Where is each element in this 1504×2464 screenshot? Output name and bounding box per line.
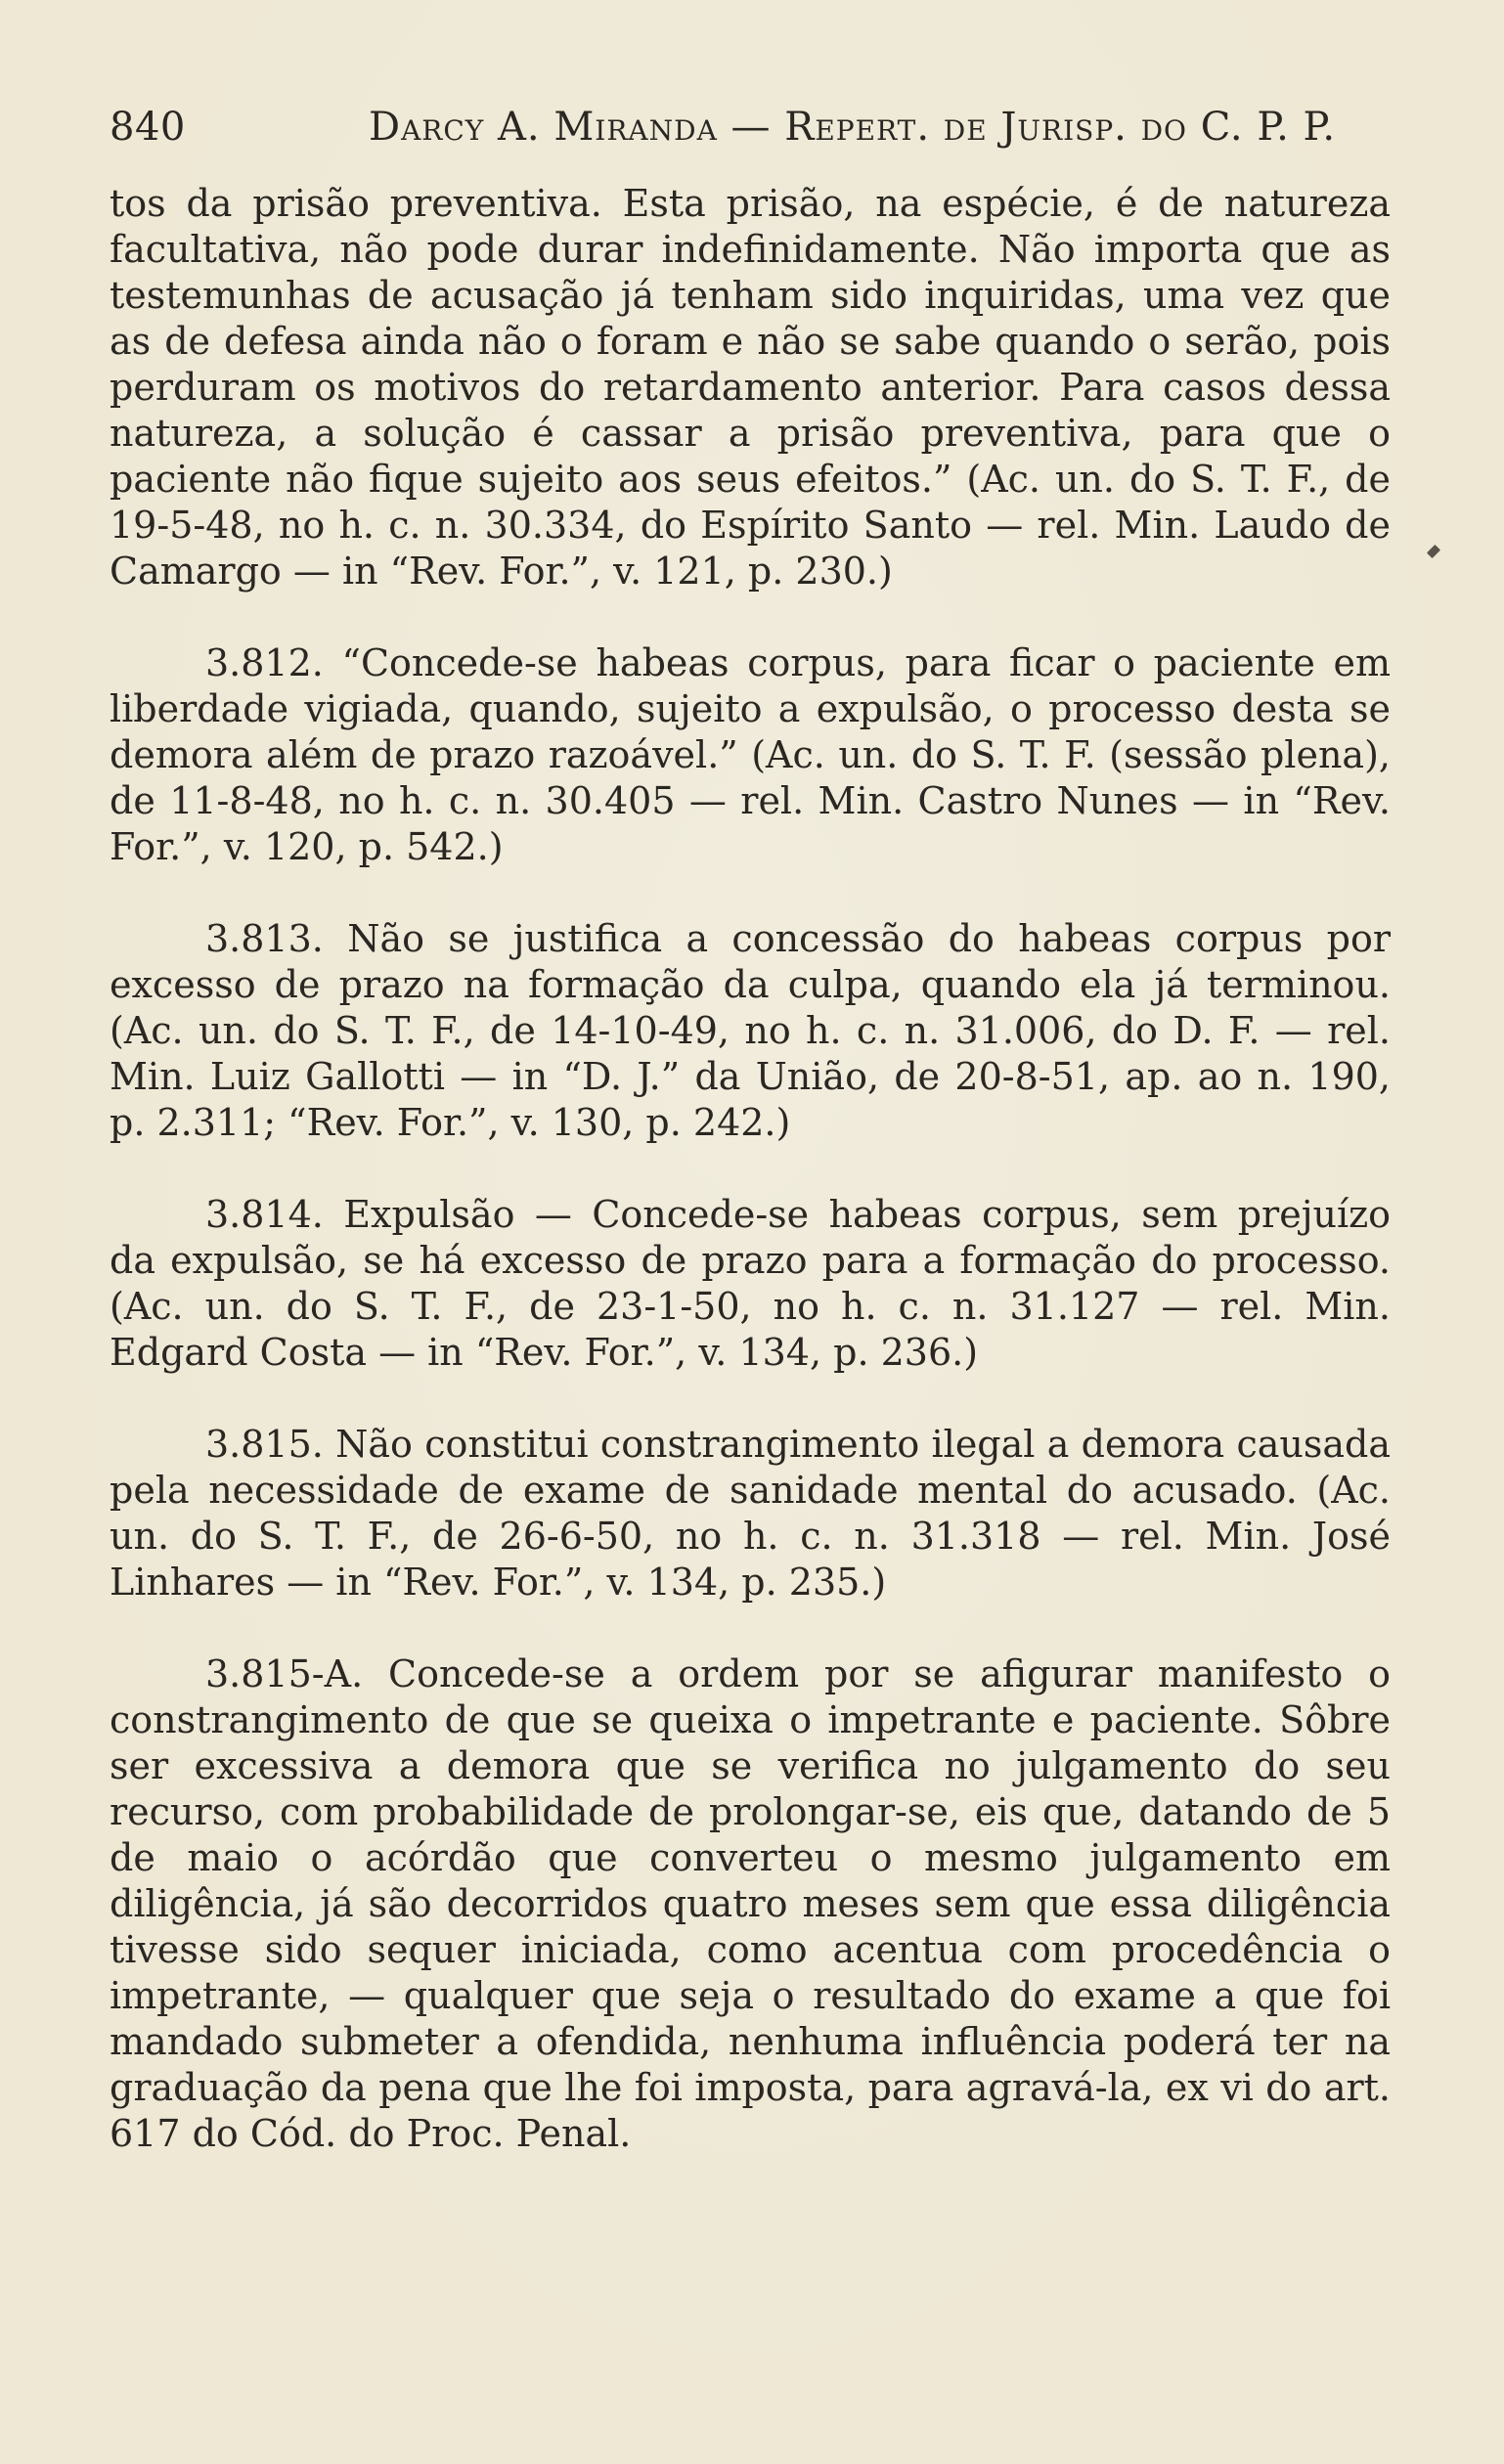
paragraph-3812: 3.812. “Concede-se habeas corpus, para ficar o paciente em liberdade vigiada, quando, sujeito a expulsão, o processo desta se demora além de prazo razoável.” (Ac. un. do S. T. F. (sessão plena), de 11-8-48, no h. c. n. 30.405 — rel. Min. Castro Nunes — in “Rev. For.”, v. 120, p. 542.) xyxy=(110,641,1391,868)
paragraph-3815a: 3.815-A. Concede-se a ordem por se afigurar manifesto o constrangimento de que se queixa o impetrante e paciente. Sôbre ser excessiva a demora que se verifica no julgamento do seu recurso, com probabilidade de prolongar-se, eis que, datando de 5 de maio o acórdão que converteu o mesmo julgamento em diligência, já são decorridos quatro meses sem que essa diligência tivesse sido sequer iniciada, como acentua com procedência o impetrante, — qualquer que seja o resultado do exame a que foi mandado submeter a ofendida, nenhuma influência poderá ter na graduação da pena que lhe foi imposta, para agravá-la, ex vi do art. 617 do Cód. do Proc. Penal. xyxy=(110,1652,1391,2155)
paragraph-3815: 3.815. Não constitui constrangimento ilegal a demora causada pela necessidade de exame de sanidade mental do acusado. (Ac. un. do S. T. F., de 26-6-50, no h. c. n. 31.318 — rel. Min. José Linhares — in “Rev. For.”, v. 134, p. 235.) xyxy=(110,1423,1391,1604)
paragraph-3813: 3.813. Não se justifica a concessão do habeas corpus por excesso de prazo na formação da culpa, quando ela já terminou. (Ac. un. do S. T. F., de 14-10-49, no h. c. n. 31.006, do D. F. — rel. Min. Luiz Gallotti — in “D. J.” da União, de 20-8-51, ap. ao n. 190, p. 2.311; “Rev. For.”, v. 130, p. 242.) xyxy=(110,917,1391,1144)
running-head: Darcy A. Miranda — Repert. de Jurisp. do C. P. P. xyxy=(369,105,1337,150)
body-text xyxy=(110,181,1391,2157)
margin-mark xyxy=(1427,545,1440,558)
page-number: 840 xyxy=(110,105,186,150)
paragraph-continuation: tos da prisão preventiva. Esta prisão, na espécie, é de natureza facultativa, não pode durar indefinidamente. Não importa que as testemunhas de acusação já tenham sido inquiridas, uma vez que as de defesa ainda não o foram e não se sabe quando o serão, pois perduram os motivos do retardamento anterior. Para casos dessa natureza, a solução é cassar a prisão preventiva, para que o paciente não fique sujeito aos seus efeitos.” (Ac. un. do S. T. F., de 19-5-48, no h. c. n. 30.334, do Espírito Santo — rel. Min. Laudo de Camargo — in “Rev. For.”, v. 121, p. 230.) xyxy=(110,182,1391,593)
page-header xyxy=(110,98,1400,156)
paragraph-3814: 3.814. Expulsão — Concede-se habeas corpus, sem prejuízo da expulsão, se há excesso de prazo para a formação do processo. (Ac. un. do S. T. F., de 23-1-50, no h. c. n. 31.127 — rel. Min. Edgard Costa — in “Rev. For.”, v. 134, p. 236.) xyxy=(110,1193,1391,1374)
